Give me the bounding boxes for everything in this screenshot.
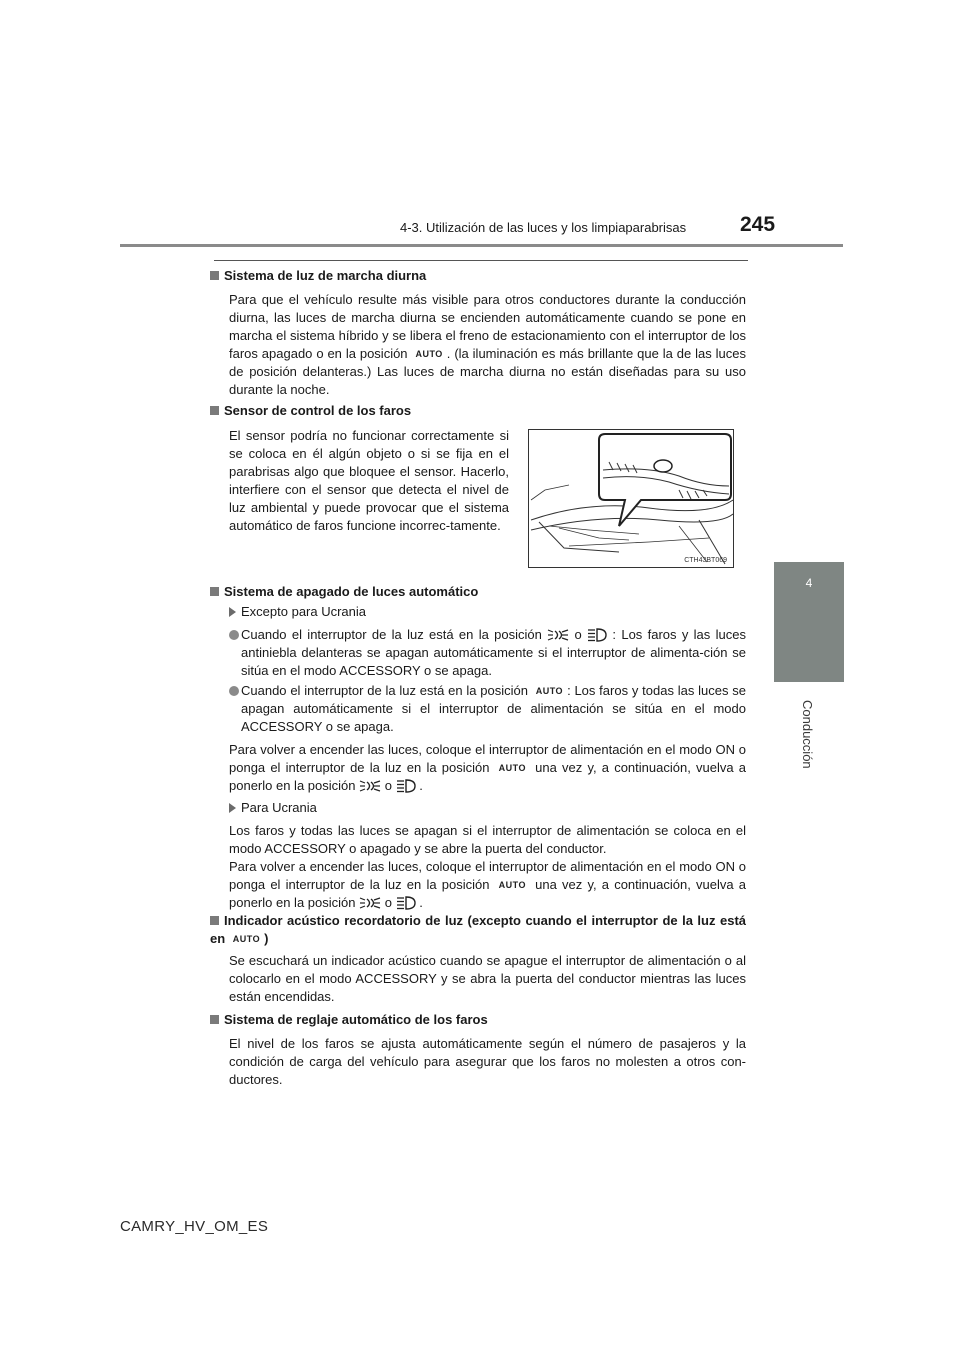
- square-bullet-icon: [210, 271, 219, 280]
- chapter-number: 4: [805, 576, 813, 590]
- round-bullet-icon: [229, 686, 239, 696]
- triangle-bullet-icon: [229, 607, 236, 617]
- heading-sensor: Sensor de control de los faros: [210, 403, 411, 418]
- auto-icon: AUTO: [415, 349, 443, 359]
- section-title: 4-3. Utilización de las luces y los limpiaparabrisas: [400, 220, 687, 235]
- sensor-illustration: [528, 429, 734, 568]
- parking-lights-icon: [359, 896, 381, 910]
- bullet-parking-headlights: Cuando el interruptor de la luz está en la posición o : Los faros y las luces antiniebla delanteras se apagan automáticamente si el interruptor de alimenta-ción se sitúa en el modo ACCESSORY o se apaga.: [229, 626, 746, 680]
- chapter-label: Conducción: [800, 700, 815, 769]
- triangle-bullet-icon: [229, 803, 236, 813]
- square-bullet-icon: [210, 1015, 219, 1024]
- parking-lights-icon: [547, 628, 569, 642]
- parking-lights-icon: [359, 779, 381, 793]
- ukraine-paragraph: Los faros y todas las luces se apagan si el interruptor de alimentación se coloca en el modo ACCESSORY o apagado y se abre la puerta del conductor.: [229, 823, 746, 856]
- auto-icon: AUTO: [498, 763, 526, 773]
- buzzer-paragraph: Se escuchará un indicador acústico cuando se apague el interruptor de alimentación o al colocarlo en el modo ACCESSORY y se abra la puerta del conductor mientras las luces están encendidas.: [229, 953, 746, 1004]
- square-bullet-icon: [210, 587, 219, 596]
- bullet-auto-position: Cuando el interruptor de la luz está en la posición AUTO : Los faros y todas las luces se apagan automáticamente si el interruptor de alimentación se sitúa en el modo ACCESSORY o se apaga.: [229, 682, 746, 736]
- content-divider: [214, 260, 748, 261]
- round-bullet-icon: [229, 630, 239, 640]
- leveling-paragraph: El nivel de los faros se ajusta automáticamente según el número de pasajeros y la condición de carga del vehículo para asegurar que los faros no molesten a otros con-ductores.: [229, 1036, 746, 1087]
- square-bullet-icon: [210, 406, 219, 415]
- heading-leveling: Sistema de reglaje automático de los faros: [210, 1012, 488, 1027]
- square-bullet-icon: [210, 916, 219, 925]
- heading-auto-off: Sistema de apagado de luces automático: [210, 584, 478, 599]
- figure-code: CTH43BT069: [684, 557, 727, 564]
- subheading-except-ukraine: Excepto para Ucrania: [229, 604, 366, 619]
- subheading-ukraine: Para Ucrania: [229, 800, 317, 815]
- auto-icon: AUTO: [498, 880, 526, 890]
- drl-paragraph: Para que el vehículo resulte más visible para otros conductores durante la conducción diurna, las luces de marcha diurna se encienden automáticamente cuando se pone en marcha el sistema híbrido y se libera el freno de estacionamiento con el interruptor de los faros apagado o en la posición AUTO . (la iluminación es más brillante que la de las luces de posición delanteras.) Las luces de marcha diurna no están diseñadas para su uso durante la noche.: [229, 292, 746, 397]
- headlights-icon: [587, 628, 607, 642]
- auto-icon: AUTO: [535, 686, 564, 696]
- page-number: 245: [740, 213, 776, 236]
- heading-drl: Sistema de luz de marcha diurna: [210, 268, 426, 283]
- headlights-icon: [396, 896, 416, 910]
- reset-paragraph-1: Para volver a encender las luces, coloque el interruptor de alimentación en el modo ON o ponga el interruptor de la luz en la posición AUTO una vez y, a continuación, vuelva a ponerlo en la posición o .: [229, 742, 746, 793]
- windshield-sensor-drawing: [529, 430, 733, 567]
- header-divider: [120, 244, 843, 247]
- heading-buzzer: Indicador acústico recordatorio de luz (excepto cuando el interruptor de la luz está en AUTO ): [210, 913, 746, 946]
- auto-icon: AUTO: [232, 934, 261, 944]
- reset-paragraph-2: Para volver a encender las luces, coloque el interruptor de alimentación en el modo ON o ponga el interruptor de la luz en la posición AUTO una vez y, a continuación, vuelva a ponerlo en la posición o .: [229, 859, 746, 910]
- document-code: CAMRY_HV_OM_ES: [120, 1218, 269, 1235]
- sensor-paragraph: El sensor podría no funcionar correctamente si se coloca en él algún objeto o si se fija en el parabrisas algo que bloquee el sensor. Hacerlo, interfiere con el sensor que detecta el nivel de luz ambiental y puede provocar que el sistema automático de faros funcione incorrec-tamente.: [229, 428, 509, 533]
- headlights-icon: [396, 779, 416, 793]
